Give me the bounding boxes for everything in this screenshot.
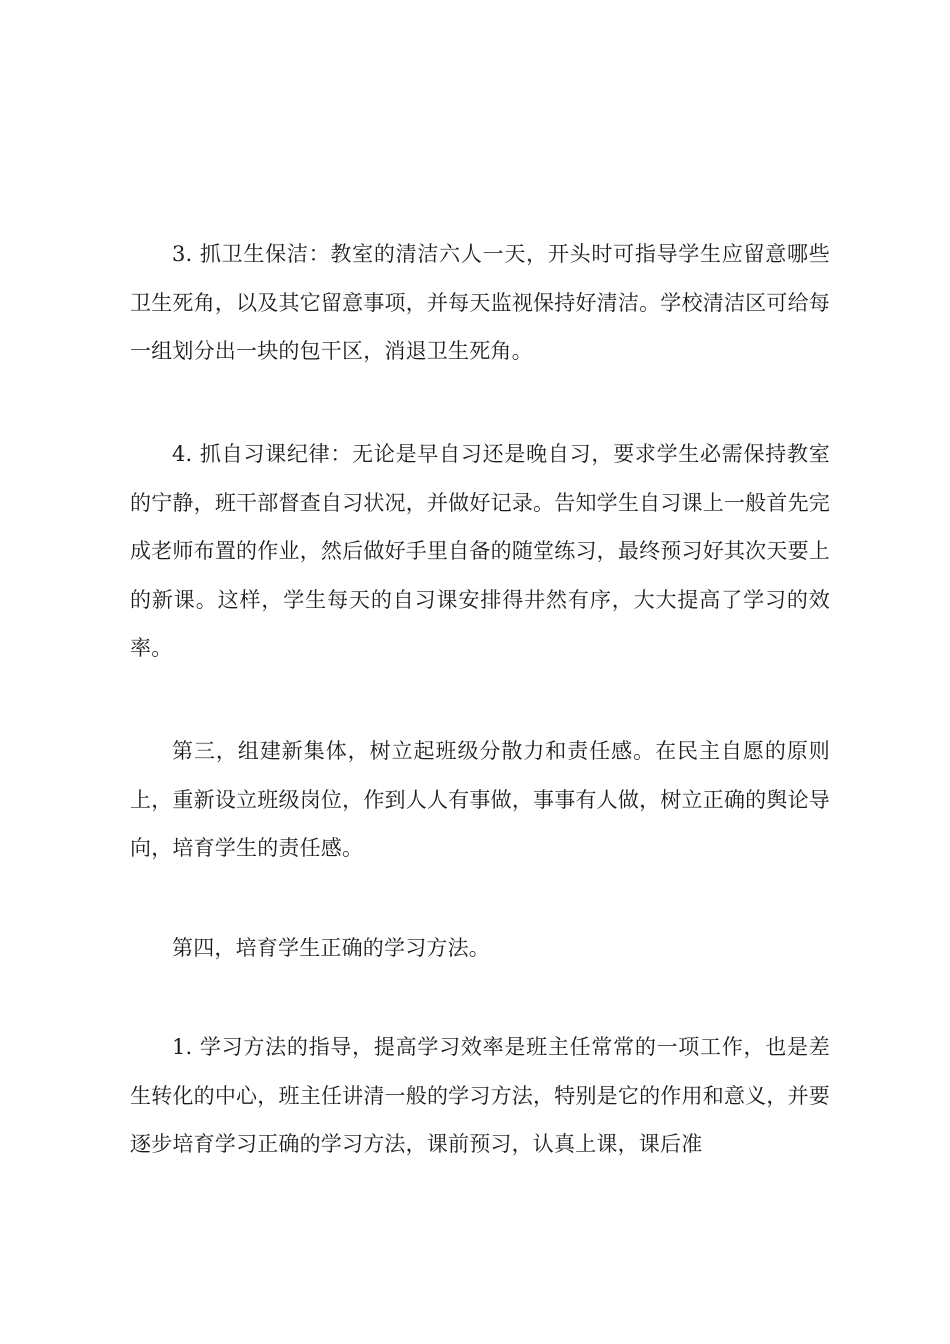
paragraph-hygiene: 3. 抓卫生保洁：教室的清洁六人一天，开头时可指导学生应留意哪些卫生死角，以及其它留意事项，并每天监视保持好清洁。学校清洁区可给每一组划分出一块的包干区，消退卫生死角。 — [130, 242, 830, 363]
paragraph-fourth-point: 第四，培育学生正确的学习方法。 — [172, 936, 490, 960]
paragraph-third-point: 第三，组建新集体，树立起班级分散力和责任感。在民主自愿的原则上，重新设立班级岗位，作到人人有事做，事事有人做，树立正确的舆论导向，培育学生的责任感。 — [130, 739, 830, 860]
paragraph-study-methods: 1. 学习方法的指导，提高学习效率是班主任常常的一项工作，也是差生转化的中心，班主任讲清一般的学习方法，特别是它的作用和意义，并要逐步培育学习正确的学习方法，课前预习，认真上课，课后准 — [130, 1035, 830, 1156]
paragraph-self-study: 4. 抓自习课纪律：无论是早自习还是晚自习，要求学生必需保持教室的宁静，班干部督查自习状况，并做好记录。告知学生自习课上一般首先完成老师布置的作业，然后做好手里自备的随堂练习，最终预习好其次天要上的新课。这样，学生每天的自习课安排得井然有序，大大提高了学习的效率。 — [130, 442, 830, 660]
